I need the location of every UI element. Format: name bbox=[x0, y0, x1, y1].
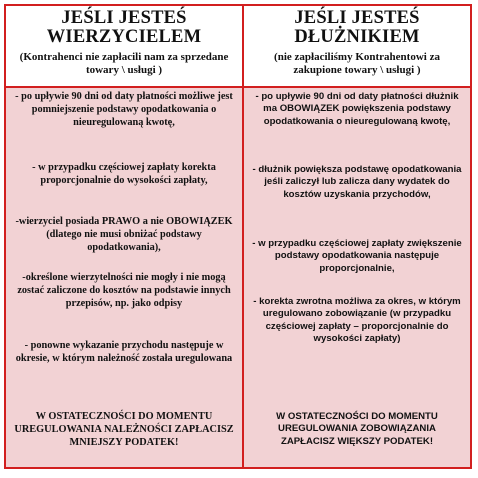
debtor-item: - po upływie 90 dni od daty płatności dłużnik ma OBOWIĄZEK powiększenia podstawy opodatkowania o nieuregulowaną kwotę, bbox=[255, 91, 459, 127]
creditor-body bbox=[6, 88, 242, 467]
debtor-item: - korekta zwrotna możliwa za okres, w którym uregulowano zobowiązanie (w przypadku częściowej zapłaty – proporcjonalnie do wysokości zapłaty) bbox=[253, 296, 461, 345]
debtor-title-line2: DŁUŻNIKIEM bbox=[294, 27, 420, 47]
debtor-body bbox=[244, 88, 470, 467]
creditor-item: - w przypadku częściowej zapłaty korekta proporcjonalnie do wysokości zapłaty, bbox=[32, 162, 216, 186]
debtor-summary: W OSTATECZNOŚCI DO MOMENTU UREGULOWANIA ZOBOWIĄZANIA ZAPŁACISZ WIĘKSZY PODATEK! bbox=[276, 411, 438, 447]
debtor-title-line1: JEŚLI JESTEŚ bbox=[294, 8, 420, 28]
header-divider bbox=[6, 86, 470, 88]
column-divider bbox=[242, 6, 244, 467]
debtor-header bbox=[244, 6, 470, 86]
debtor-title bbox=[294, 9, 419, 47]
creditor-header bbox=[6, 6, 242, 86]
creditor-title-line2: WIERZYCIELEM bbox=[46, 27, 202, 47]
comparison-table bbox=[4, 4, 472, 469]
creditor-summary: W OSTATECZNOŚCI DO MOMENTU UREGULOWANIA NALEŻNOŚCI ZAPŁACISZ MNIEJSZY PODATEK! bbox=[14, 411, 234, 448]
creditor-item: -określone wierzytelności nie mogły i nie mogą zostać zaliczone do kosztów na podstawie innych przepisów, np. jako odpisy bbox=[17, 272, 231, 309]
creditor-item: -wierzyciel posiada PRAWO a nie OBOWIĄZEK (dlatego nie musi obniżać podstawy opodatkowania), bbox=[15, 216, 233, 253]
creditor-subtitle: (Kontrahenci nie zapłacili nam za sprzedane towary \ usługi ) bbox=[19, 51, 229, 76]
creditor-title bbox=[47, 9, 202, 47]
debtor-subtitle: (nie zapłaciliśmy Kontrahentowi za zakupione towary \ usługi ) bbox=[274, 51, 440, 76]
creditor-item: - ponowne wykazanie przychodu następuje w okresie, w którym należność została uregulowana bbox=[15, 340, 233, 364]
creditor-item: - po upływie 90 dni od daty płatności możliwe jest pomniejszenie podstawy opodatkowania o nieuregulowaną kwotę, bbox=[15, 91, 233, 128]
creditor-title-line1: JEŚLI JESTEŚ bbox=[61, 8, 187, 28]
debtor-item: - dłużnik powiększa podstawę opodatkowania jeśli zaliczył lub zalicza dany wydatek do kosztów uzyskania przychodów, bbox=[252, 164, 462, 200]
debtor-item: - w przypadku częściowej zapłaty zwiększenie podstawy opodatkowania następuje proporcjonalnie, bbox=[252, 238, 462, 274]
